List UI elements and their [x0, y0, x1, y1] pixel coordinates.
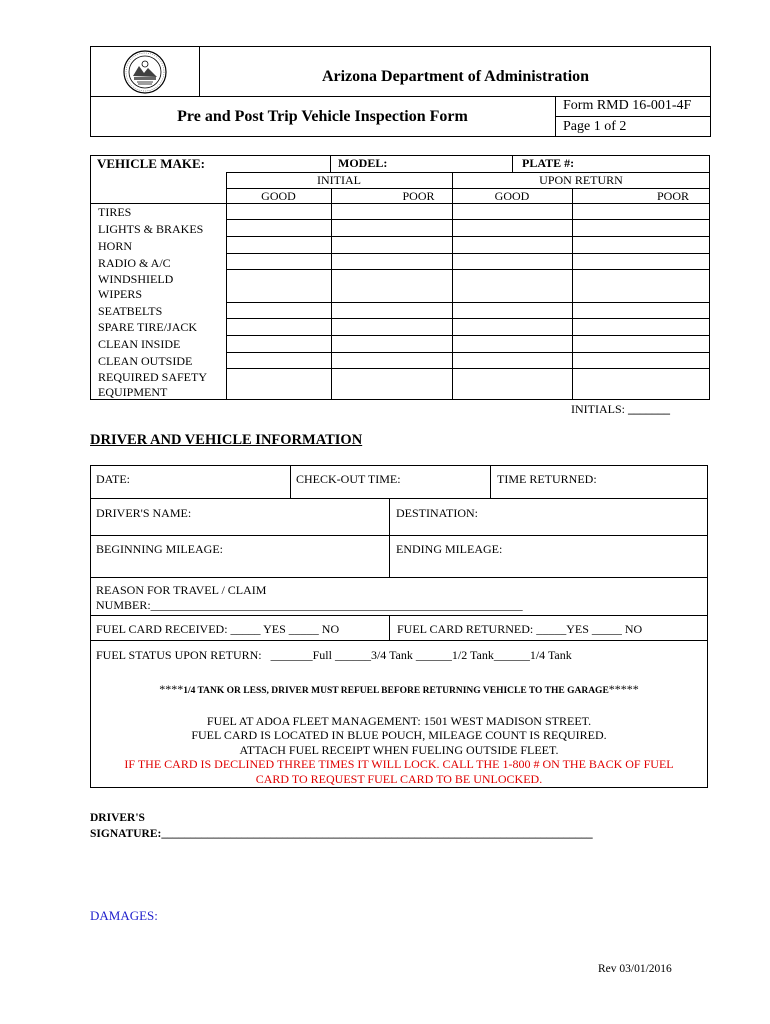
beginning-mileage-field[interactable]: BEGINNING MILEAGE: — [96, 542, 223, 556]
table-rule — [90, 203, 710, 204]
table-rule — [226, 368, 710, 369]
form-title: Pre and Post Trip Vehicle Inspection Form — [177, 108, 468, 125]
driver-section-heading: DRIVER AND VEHICLE INFORMATION — [90, 432, 363, 448]
time-returned-field[interactable]: TIME RETURNED: — [497, 472, 597, 486]
destination-field[interactable]: DESTINATION: — [396, 506, 478, 520]
table-rule — [226, 253, 710, 254]
inspection-table — [90, 155, 710, 400]
table-rule — [226, 302, 710, 303]
return-good-header: GOOD — [494, 189, 530, 203]
info-rule — [490, 465, 491, 499]
fuel-card-received[interactable]: FUEL CARD RECEIVED: _____ YES _____ NO — [96, 622, 340, 636]
header-divider — [90, 96, 711, 97]
info-rule — [90, 577, 708, 578]
notice-receipt: ATTACH FUEL RECEIPT WHEN FUELING OUTSIDE FLEET. — [239, 743, 559, 757]
info-rule — [290, 465, 291, 499]
initial-good-header: GOOD — [261, 189, 296, 203]
item-spare-tire: SPARE TIRE/JACK — [98, 320, 198, 334]
reason-label: REASON FOR TRAVEL / CLAIM — [96, 583, 267, 597]
ending-mileage-field[interactable]: ENDING MILEAGE: — [396, 542, 503, 556]
damages-label: DAMAGES: — [90, 908, 158, 923]
initials-label: INITIALS: — [571, 402, 625, 416]
table-rule — [226, 318, 710, 319]
revision-date: Rev 03/01/2016 — [598, 963, 672, 975]
table-rule — [331, 188, 332, 400]
table-rule — [226, 352, 710, 353]
initial-poor-header: POOR — [402, 189, 435, 203]
table-rule — [226, 219, 710, 220]
item-lights-brakes: LIGHTS & BRAKES — [98, 222, 204, 236]
item-radio-ac: RADIO & A/C — [98, 256, 171, 270]
return-poor-header: POOR — [656, 189, 689, 203]
item-safety-equipment: REQUIRED SAFETY EQUIPMENT — [98, 370, 207, 399]
table-rule — [512, 155, 513, 172]
initial-header: INITIAL — [317, 173, 361, 187]
table-rule — [226, 335, 710, 336]
initials-blank: _______ — [628, 402, 670, 416]
table-rule — [226, 269, 710, 270]
signature-field[interactable]: SIGNATURE:___________________________________________________________________________ — [90, 828, 593, 840]
date-field[interactable]: DATE: — [96, 472, 130, 486]
model-label: MODEL: — [338, 156, 388, 170]
item-tires: TIRES — [98, 205, 132, 219]
info-rule — [90, 498, 708, 499]
info-rule — [90, 640, 708, 641]
notice-fuel-card: FUEL CARD IS LOCATED IN BLUE POUCH, MILEAGE COUNT IS REQUIRED. — [191, 728, 607, 742]
logo-cell — [90, 46, 200, 97]
table-rule — [572, 188, 573, 400]
notice-card-lock: IF THE CARD IS DECLINED THREE TIMES IT WILL LOCK. CALL THE 1-800 # ON THE BACK OF FUEL — [124, 757, 674, 771]
fuel-card-returned[interactable]: FUEL CARD RETURNED: _____YES _____ NO — [397, 622, 643, 636]
notice-card-unlock: CARD TO REQUEST FUEL CARD TO BE UNLOCKED. — [255, 772, 543, 786]
upon-return-header: UPON RETURN — [539, 173, 623, 187]
table-rule — [226, 172, 227, 400]
checkout-time-field[interactable]: CHECK-OUT TIME: — [296, 472, 401, 486]
info-rule — [90, 615, 708, 616]
table-rule — [452, 172, 453, 400]
warning-stars: ***** — [608, 682, 639, 696]
item-clean-inside: CLEAN INSIDE — [98, 337, 181, 351]
item-windshield-wipers: WINDSHIELD WIPERS — [98, 272, 174, 301]
table-rule — [226, 236, 710, 237]
agency-name: Arizona Department of Administration — [321, 68, 590, 85]
page-number: Page 1 of 2 — [563, 119, 627, 134]
item-clean-outside: CLEAN OUTSIDE — [98, 354, 193, 368]
fuel-status-field[interactable]: FUEL STATUS UPON RETURN: _______Full ______3/4 Tank ______1/2 Tank______1/4 Tank — [96, 648, 572, 662]
table-rule — [330, 155, 331, 172]
item-seatbelts: SEATBELTS — [98, 304, 163, 318]
table-border — [90, 155, 91, 400]
signature-label: DRIVER'S — [90, 812, 145, 824]
initials-field[interactable] — [571, 402, 670, 417]
form-number: Form RMD 16-001-4F — [563, 98, 692, 113]
plate-label: PLATE #: — [522, 156, 575, 170]
info-rule — [389, 615, 390, 641]
notice-fuel-location: FUEL AT ADOA FLEET MANAGEMENT: 1501 WEST MADISON STREET. — [206, 714, 592, 728]
state-seal-icon — [123, 50, 167, 94]
vehicle-make-label: VEHICLE MAKE: — [97, 156, 205, 171]
header-divider-form — [555, 116, 711, 117]
warning-text: 1/4 TANK OR LESS, DRIVER MUST REFUEL BEFORE RETURNING VEHICLE TO THE GARAGE — [183, 686, 609, 696]
info-rule — [90, 535, 708, 536]
item-horn: HORN — [98, 239, 133, 253]
info-rule — [389, 498, 390, 578]
drivers-name-field[interactable]: DRIVER'S NAME: — [96, 506, 192, 520]
refuel-warning — [90, 682, 708, 697]
reason-field[interactable]: NUMBER:______________________________________________________________ — [96, 598, 523, 612]
warning-stars: **** — [159, 682, 184, 696]
